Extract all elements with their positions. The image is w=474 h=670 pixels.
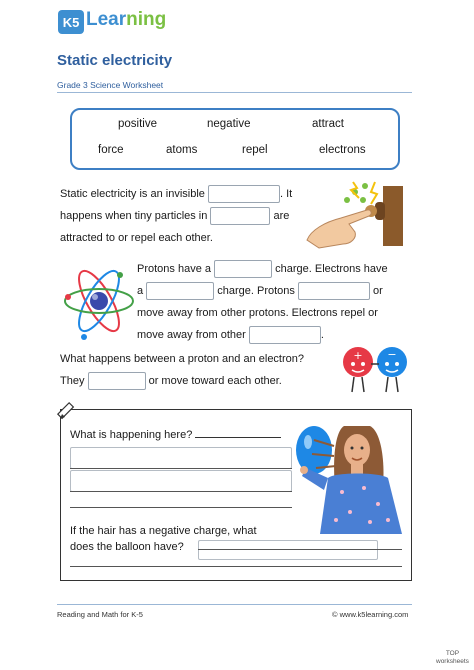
answer-line-5 xyxy=(70,566,402,567)
word-attract: attract xyxy=(312,118,344,130)
word-repel: repel xyxy=(242,144,268,156)
question-2b: does the balloon have? xyxy=(70,541,184,553)
minus-icon: − xyxy=(387,348,397,361)
footer-left-text: Reading and Math for K-5 xyxy=(57,610,143,619)
blank-5[interactable] xyxy=(298,282,370,300)
page-subtitle: Grade 3 Science Worksheet xyxy=(57,80,164,90)
paragraph-3: What happens between a proton and an electron? They or move toward each other. xyxy=(60,348,350,392)
blank-7[interactable] xyxy=(88,372,146,390)
question-1: What is happening here? xyxy=(70,424,281,446)
finger-spark-illustration xyxy=(305,178,405,252)
answer-line-3 xyxy=(70,507,292,508)
blank-6[interactable] xyxy=(249,326,321,344)
header-divider xyxy=(57,92,412,93)
word-positive: positive xyxy=(118,118,157,130)
girl-balloon-illustration xyxy=(294,416,408,534)
page-title: Static electricity xyxy=(57,52,173,69)
blank-3[interactable] xyxy=(214,260,272,278)
proton-electron-characters xyxy=(340,340,412,394)
k5-logo-text: Learning xyxy=(86,9,167,30)
top-worksheets-watermark: TOP worksheets xyxy=(436,650,469,665)
blank-2[interactable] xyxy=(210,207,270,225)
pencil-icon xyxy=(56,401,78,423)
footer-divider xyxy=(57,604,412,605)
answer-box-3[interactable] xyxy=(198,540,378,560)
answer-box-1[interactable] xyxy=(70,447,292,469)
question-2a: If the hair has a negative charge, what xyxy=(70,525,257,537)
paragraph-1: Static electricity is an invisible . It happens when tiny particles in are attracted to or repel each other. xyxy=(60,183,320,249)
k5-logo-badge: K5 xyxy=(58,10,84,34)
blank-4[interactable] xyxy=(146,282,214,300)
paragraph-2: Protons have a charge. Electrons have a charge. Protons or move away from other protons. Electrons repel or move away from other . xyxy=(137,258,417,346)
plus-icon: + xyxy=(353,349,363,362)
answer-line-4 xyxy=(198,549,402,550)
answer-line-1 xyxy=(70,468,292,469)
word-electrons: electrons xyxy=(319,144,366,156)
word-force: force xyxy=(98,144,124,156)
atom-illustration xyxy=(62,255,136,347)
answer-box-2[interactable] xyxy=(70,470,292,492)
blank-1[interactable] xyxy=(208,185,280,203)
word-atoms: atoms xyxy=(166,144,198,156)
answer-line-2 xyxy=(70,491,292,492)
footer-right-link[interactable]: © www.k5learning.com xyxy=(332,610,409,619)
word-negative: negative xyxy=(207,118,251,130)
